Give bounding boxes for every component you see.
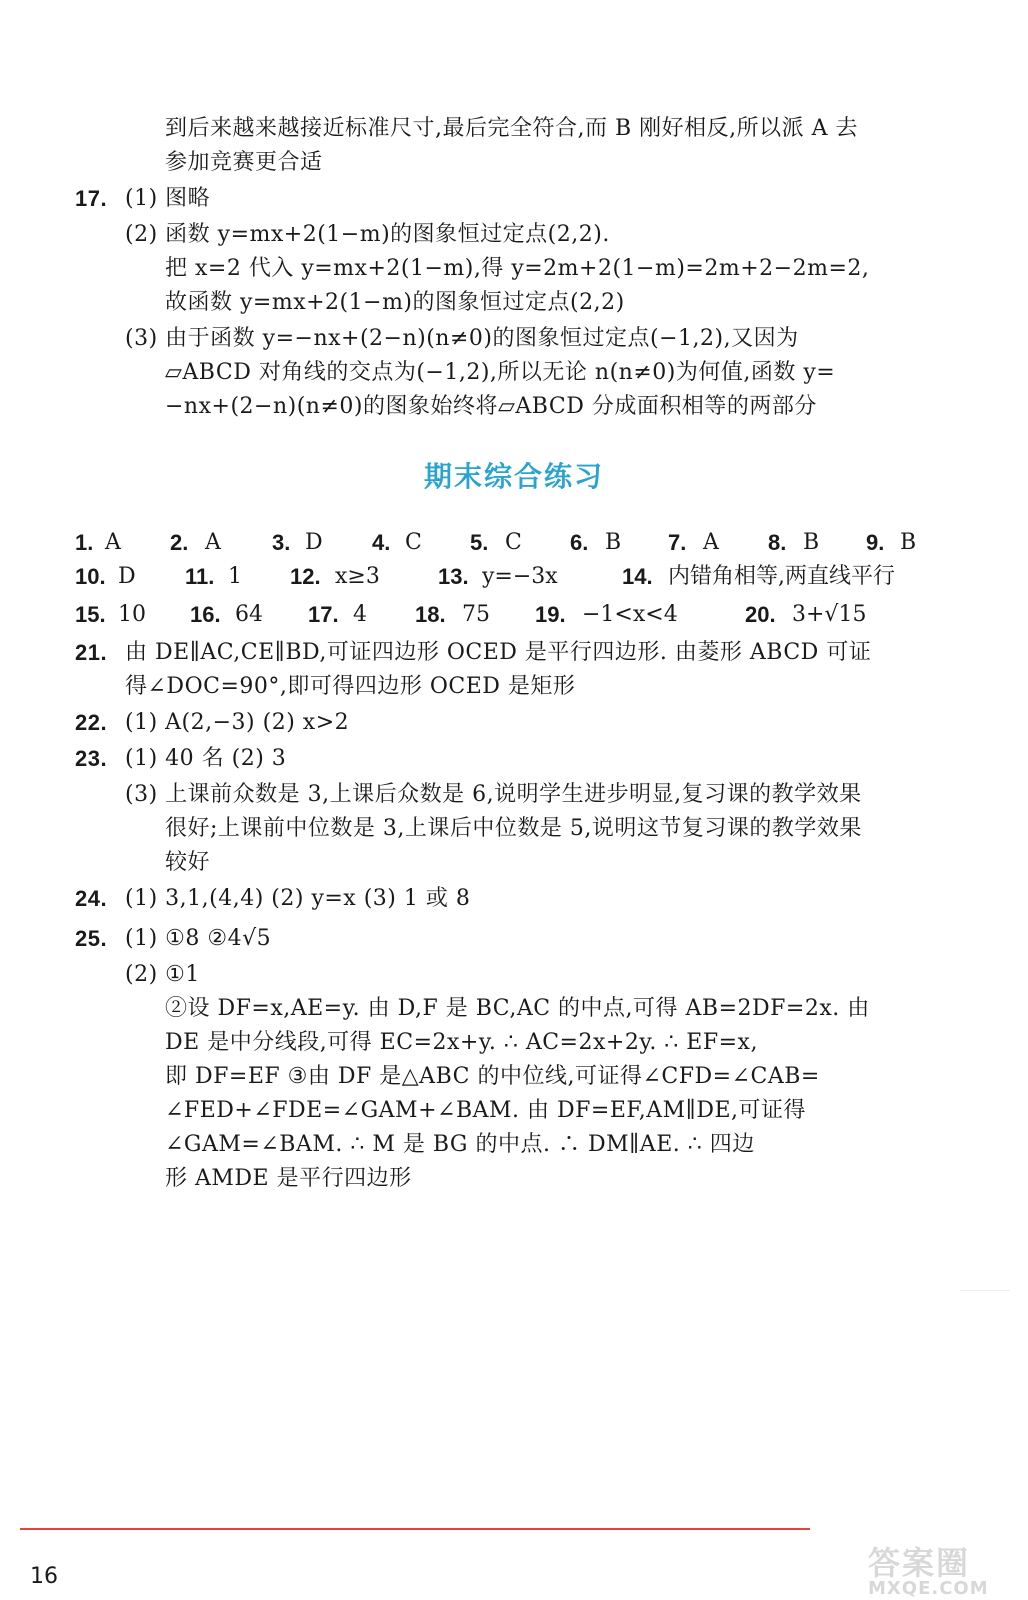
q24-number: 24. [75,886,108,911]
continuation-line-2: 参加竞赛更合适 [165,150,323,175]
q25-number: 25. [75,926,108,951]
q17-part2-line3: 故函数 y=mx+2(1−m)的图象恒过定点(2,2) [165,290,625,315]
footer-rule [20,1528,810,1530]
answer-value: 4 [353,602,367,627]
q21-number: 21. [75,640,108,665]
answer-value: 3+√15 [792,602,867,627]
watermark-url: MXQE.COM [868,1578,989,1599]
answer-number: 11. [185,564,215,589]
answer-value: A [105,530,121,555]
answer-number: 17. [308,602,339,627]
answer-number: 10. [75,564,106,589]
answer-value: D [118,564,136,589]
q17-part1: (1) 图略 [125,186,211,211]
q22-line1: (1) A(2,−3) (2) x>2 [125,710,350,735]
answer-number: 20. [745,602,776,627]
q25-line5: 即 DF=EF ③由 DF 是△ABC 的中位线,可证得∠CFD=∠CAB= [165,1064,820,1089]
answer-value: −1<x<4 [582,602,678,627]
answer-value: B [803,530,820,555]
q25-line6: ∠FED+∠FDE=∠GAM+∠BAM. 由 DF=EF,AM∥DE,可证得 [165,1098,807,1123]
continuation-line-1: 到后来越来越接近标准尺寸,最后完全符合,而 B 刚好相反,所以派 A 去 [165,116,859,141]
watermark-logo [868,1538,1018,1599]
answer-value: C [505,530,522,555]
q23-number: 23. [75,746,108,771]
answer-value: 64 [235,602,263,627]
q25-line3: ②设 DF=x,AE=y. 由 D,F 是 BC,AC 的中点,可得 AB=2DF=2x. 由 [165,996,870,1021]
q25-line7: ∠GAM=∠BAM. ∴ M 是 BG 的中点. ∴ DM∥AE. ∴ 四边 [165,1132,755,1157]
q17-part3-line3: −nx+(2−n)(n≠0)的图象始终将▱ABCD 分成面积相等的两部分 [165,394,817,419]
answer-value: C [405,530,422,555]
answer-value: B [900,530,917,555]
q23-line1: (1) 40 名 (2) 3 [125,746,287,771]
answer-number: 5. [470,530,489,555]
answer-number: 19. [535,602,566,627]
watermark-text: 答案圈 [868,1544,971,1582]
answer-number: 12. [290,564,321,589]
answer-number: 6. [570,530,589,555]
answer-value: 10 [118,602,146,627]
q17-part3-line2: ▱ABCD 对角线的交点为(−1,2),所以无论 n(n≠0)为何值,函数 y= [165,360,836,385]
answer-number: 9. [866,530,885,555]
answer-number: 1. [75,530,94,555]
answer-number: 4. [372,530,391,555]
answer-value: 75 [462,602,490,627]
q25-line1: (1) ①8 ②4√5 [125,926,272,951]
q21-line1: 由 DE∥AC,CE∥BD,可证四边形 OCED 是平行四边形. 由菱形 ABCD 可证 [125,640,872,665]
answer-number: 3. [272,530,291,555]
answer-number: 16. [190,602,221,627]
answer-value: B [605,530,622,555]
q17-part2-line1: (2) 函数 y=mx+2(1−m)的图象恒过定点(2,2). [125,222,610,247]
answer-value: 内错角相等,两直线平行 [668,564,895,589]
q17-number: 17. [75,186,108,211]
answer-value: y=−3x [482,564,558,589]
answer-number: 8. [768,530,787,555]
q23-line3: 很好;上课前中位数是 3,上课后中位数是 5,说明这节复习课的教学效果 [165,816,862,841]
answer-number: 14. [622,564,653,589]
q21-line2: 得∠DOC=90°,即可得四边形 OCED 是矩形 [125,674,576,699]
q25-line2: (2) ①1 [125,962,200,987]
q25-line4: DE 是中分线段,可得 EC=2x+y. ∴ AC=2x+2y. ∴ EF=x, [165,1030,758,1055]
q24-line1: (1) 3,1,(4,4) (2) y=x (3) 1 或 8 [125,886,471,911]
q23-line4: 较好 [165,850,211,875]
faint-mark [960,1290,1010,1291]
answer-number: 7. [668,530,687,555]
answer-value: A [205,530,221,555]
answer-number: 2. [170,530,189,555]
q17-part3-line1: (3) 由于函数 y=−nx+(2−n)(n≠0)的图象恒过定点(−1,2),又因为 [125,326,799,351]
q17-part2-line2: 把 x=2 代入 y=mx+2(1−m),得 y=2m+2(1−m)=2m+2−2m=2, [165,256,870,281]
page-number: 16 [30,1564,58,1589]
q23-line2: (3) 上课前众数是 3,上课后众数是 6,说明学生进步明显,复习课的教学效果 [125,782,862,807]
q22-number: 22. [75,710,108,735]
answer-value: A [703,530,719,555]
answer-value: x≥3 [335,564,380,589]
q25-line8: 形 AMDE 是平行四边形 [165,1166,412,1191]
answer-number: 18. [415,602,446,627]
section-title: 期末综合练习 [423,460,604,493]
answer-number: 15. [75,602,106,627]
answer-value: D [305,530,323,555]
answer-number: 13. [438,564,469,589]
answer-value: 1 [228,564,242,589]
